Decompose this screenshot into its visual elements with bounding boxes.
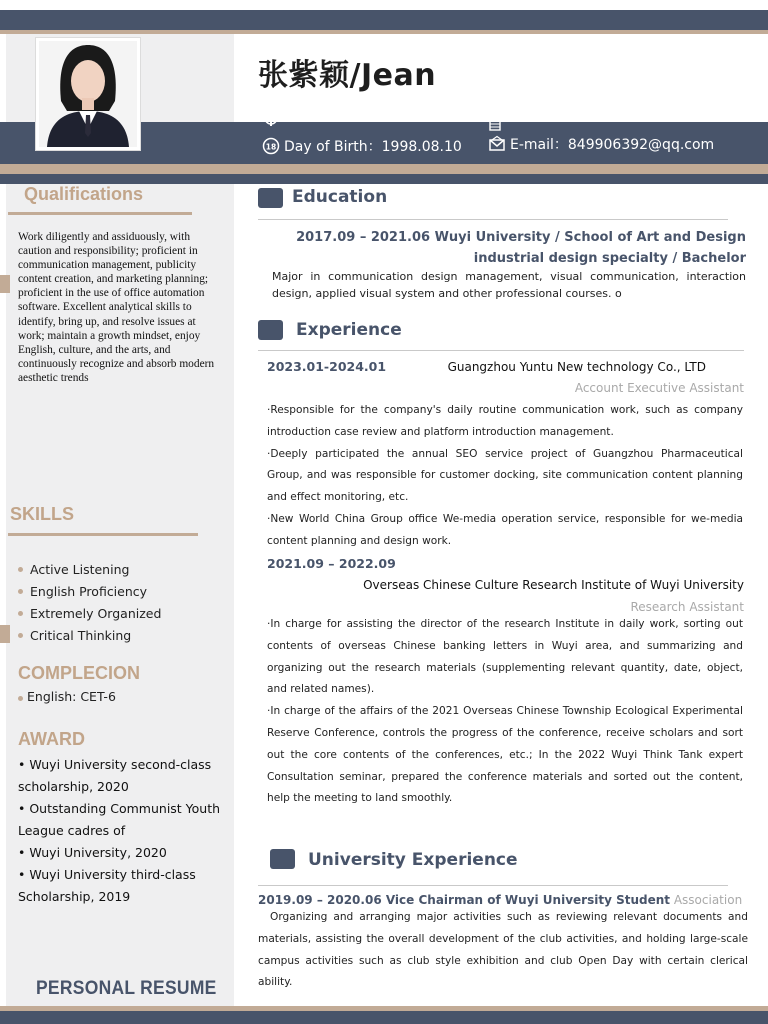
phone-icon — [263, 118, 279, 130]
list-item: Critical Thinking — [18, 624, 161, 646]
location-icon — [489, 120, 501, 131]
list-item: Active Listening — [18, 558, 161, 580]
bullet-icon — [18, 633, 23, 638]
email-text: E-mail：849906392@qq.com — [510, 137, 715, 153]
candidate-name: 张紫颖/Jean — [258, 58, 437, 93]
university-marker — [270, 849, 295, 869]
skills-heading: SKILLS — [10, 504, 75, 524]
skills-accent — [0, 625, 10, 643]
university-description: Organizing and arranging major activities such as reviewing relevant documents and materials, assisting the overall development of the club activities, and holding large-scale campus activities such as club style exhibition and club Open Day with certain clerical ability. — [258, 911, 748, 989]
job-1-date: 2023.01-2024.01 — [267, 359, 387, 374]
birth-text: Day of Birth：1998.08.10 — [284, 139, 462, 155]
education-rule — [258, 219, 728, 220]
education-description: Major in communication design management, visual communication, interaction design, applied visual system and other professional courses. o — [272, 270, 746, 300]
email-icon — [488, 135, 506, 153]
complecion-heading: COMPLECION — [18, 663, 141, 683]
birth-contact — [262, 136, 462, 156]
award-heading: AWARD — [18, 729, 85, 749]
list-item: English Proficiency — [18, 580, 161, 602]
contact-navy-stripe — [0, 174, 768, 184]
job-2-company: Overseas Chinese Culture Research Institute of Wuyi University — [363, 578, 744, 592]
bullet-icon — [18, 611, 23, 616]
qualifications-text: Work diligently and assiduously, with caution and responsibility; proficient in communication management, publicity content creation, and marketing planning; proficient in the use of office automation software. Excellent analytical skills to identify, bring up, and resolve issues at work; maintain a growth mindset, enjoy English, culture, and the arts, and continuously recognize and absorb modern aesthetic trends — [18, 231, 215, 384]
list-item: • Wuyi University second-class scholarship, 2020 — [18, 757, 212, 794]
list-item: • Wuyi University third-class Scholarship, 2019 — [18, 867, 196, 904]
list-item: Extremely Organized — [18, 602, 161, 624]
skills-rule — [8, 533, 198, 536]
job-2-bullet: ·In charge of the affairs of the 2021 Overseas Chinese Township Ecological Experimental Reserve Conference, controls the progress of the conference, receive scholars and sort out the core contents of the conferences, etc.; In the 2022 Wuyi Think Tank expert Consultation seminar, prepared the conference materials and sorted out the content, help the meeting to land smoothly. — [267, 705, 743, 805]
university-role: 2019.09 – 2020.06 Vice Chairman of Wuyi University Student — [258, 893, 671, 907]
job-2-bullet: ·In charge for assisting the director of the research Institute in daily work, sorting out contents of overseas Chinese banking letters in Wuyi area, and summarizing and organizing out the research materials (supplementing relevant quantity, date, object, and related names). — [267, 618, 743, 696]
experience-heading: Experience — [296, 320, 402, 340]
education-marker — [258, 188, 283, 208]
education-school: 2017.09 – 2021.06 Wuyi University / School of Art and Design — [296, 230, 746, 245]
qualifications-rule — [8, 212, 192, 215]
job-1-bullet: ·New World China Group office We-media operation service, responsible for we-media content planning and design work. — [267, 512, 743, 547]
bottom-navy-band — [0, 1011, 768, 1024]
job-1-bullet: ·Deeply participated the annual SEO service project of Guangzhou Pharmaceutical Group, and was responsible for customer docking, site communication content planning and effect monitoring, etc. — [267, 447, 743, 504]
university-role-line — [258, 893, 742, 907]
portrait-image — [39, 41, 137, 147]
email-contact — [488, 134, 714, 154]
list-item: • Wuyi University, 2020 — [18, 845, 167, 860]
university-role-tail: Association — [673, 893, 743, 907]
list-item: • Outstanding Communist Youth League cadres of — [18, 801, 221, 838]
job-1-bullet: ·Responsible for the company's daily routine communication work, such as company introduction case review and platform introduction management. — [267, 404, 743, 438]
education-degree: industrial design specialty / Bachelor — [473, 251, 746, 266]
qualifications-heading: Qualifications — [24, 184, 144, 204]
qualifications-accent — [0, 275, 10, 293]
experience-marker — [258, 320, 283, 340]
job-2-date: 2021.09 – 2022.09 — [267, 556, 396, 571]
complecion-item: English: CET-6 — [18, 689, 116, 704]
personal-resume-label: PERSONAL RESUME — [36, 978, 217, 999]
university-heading: University Experience — [308, 850, 518, 870]
top-navy-band — [0, 10, 768, 30]
job-1-company: Guangzhou Yuntu New technology Co., LTD — [447, 360, 706, 374]
job-2-role: Research Assistant — [630, 600, 744, 614]
experience-rule — [258, 350, 744, 351]
job-2-description — [267, 614, 743, 810]
profile-photo — [36, 38, 140, 150]
bullet-icon — [18, 567, 23, 572]
skills-list — [18, 558, 161, 646]
job-1-role: Account Executive Assistant — [574, 381, 744, 395]
bullet-icon — [18, 589, 23, 594]
bullet-icon — [18, 696, 23, 701]
birthday-icon — [262, 137, 280, 155]
job-1-description — [267, 400, 743, 553]
contact-tan-stripe — [0, 164, 768, 174]
award-list — [18, 754, 228, 908]
education-heading: Education — [292, 187, 388, 207]
svg-text:18: 18 — [265, 142, 277, 152]
university-rule — [258, 885, 728, 886]
